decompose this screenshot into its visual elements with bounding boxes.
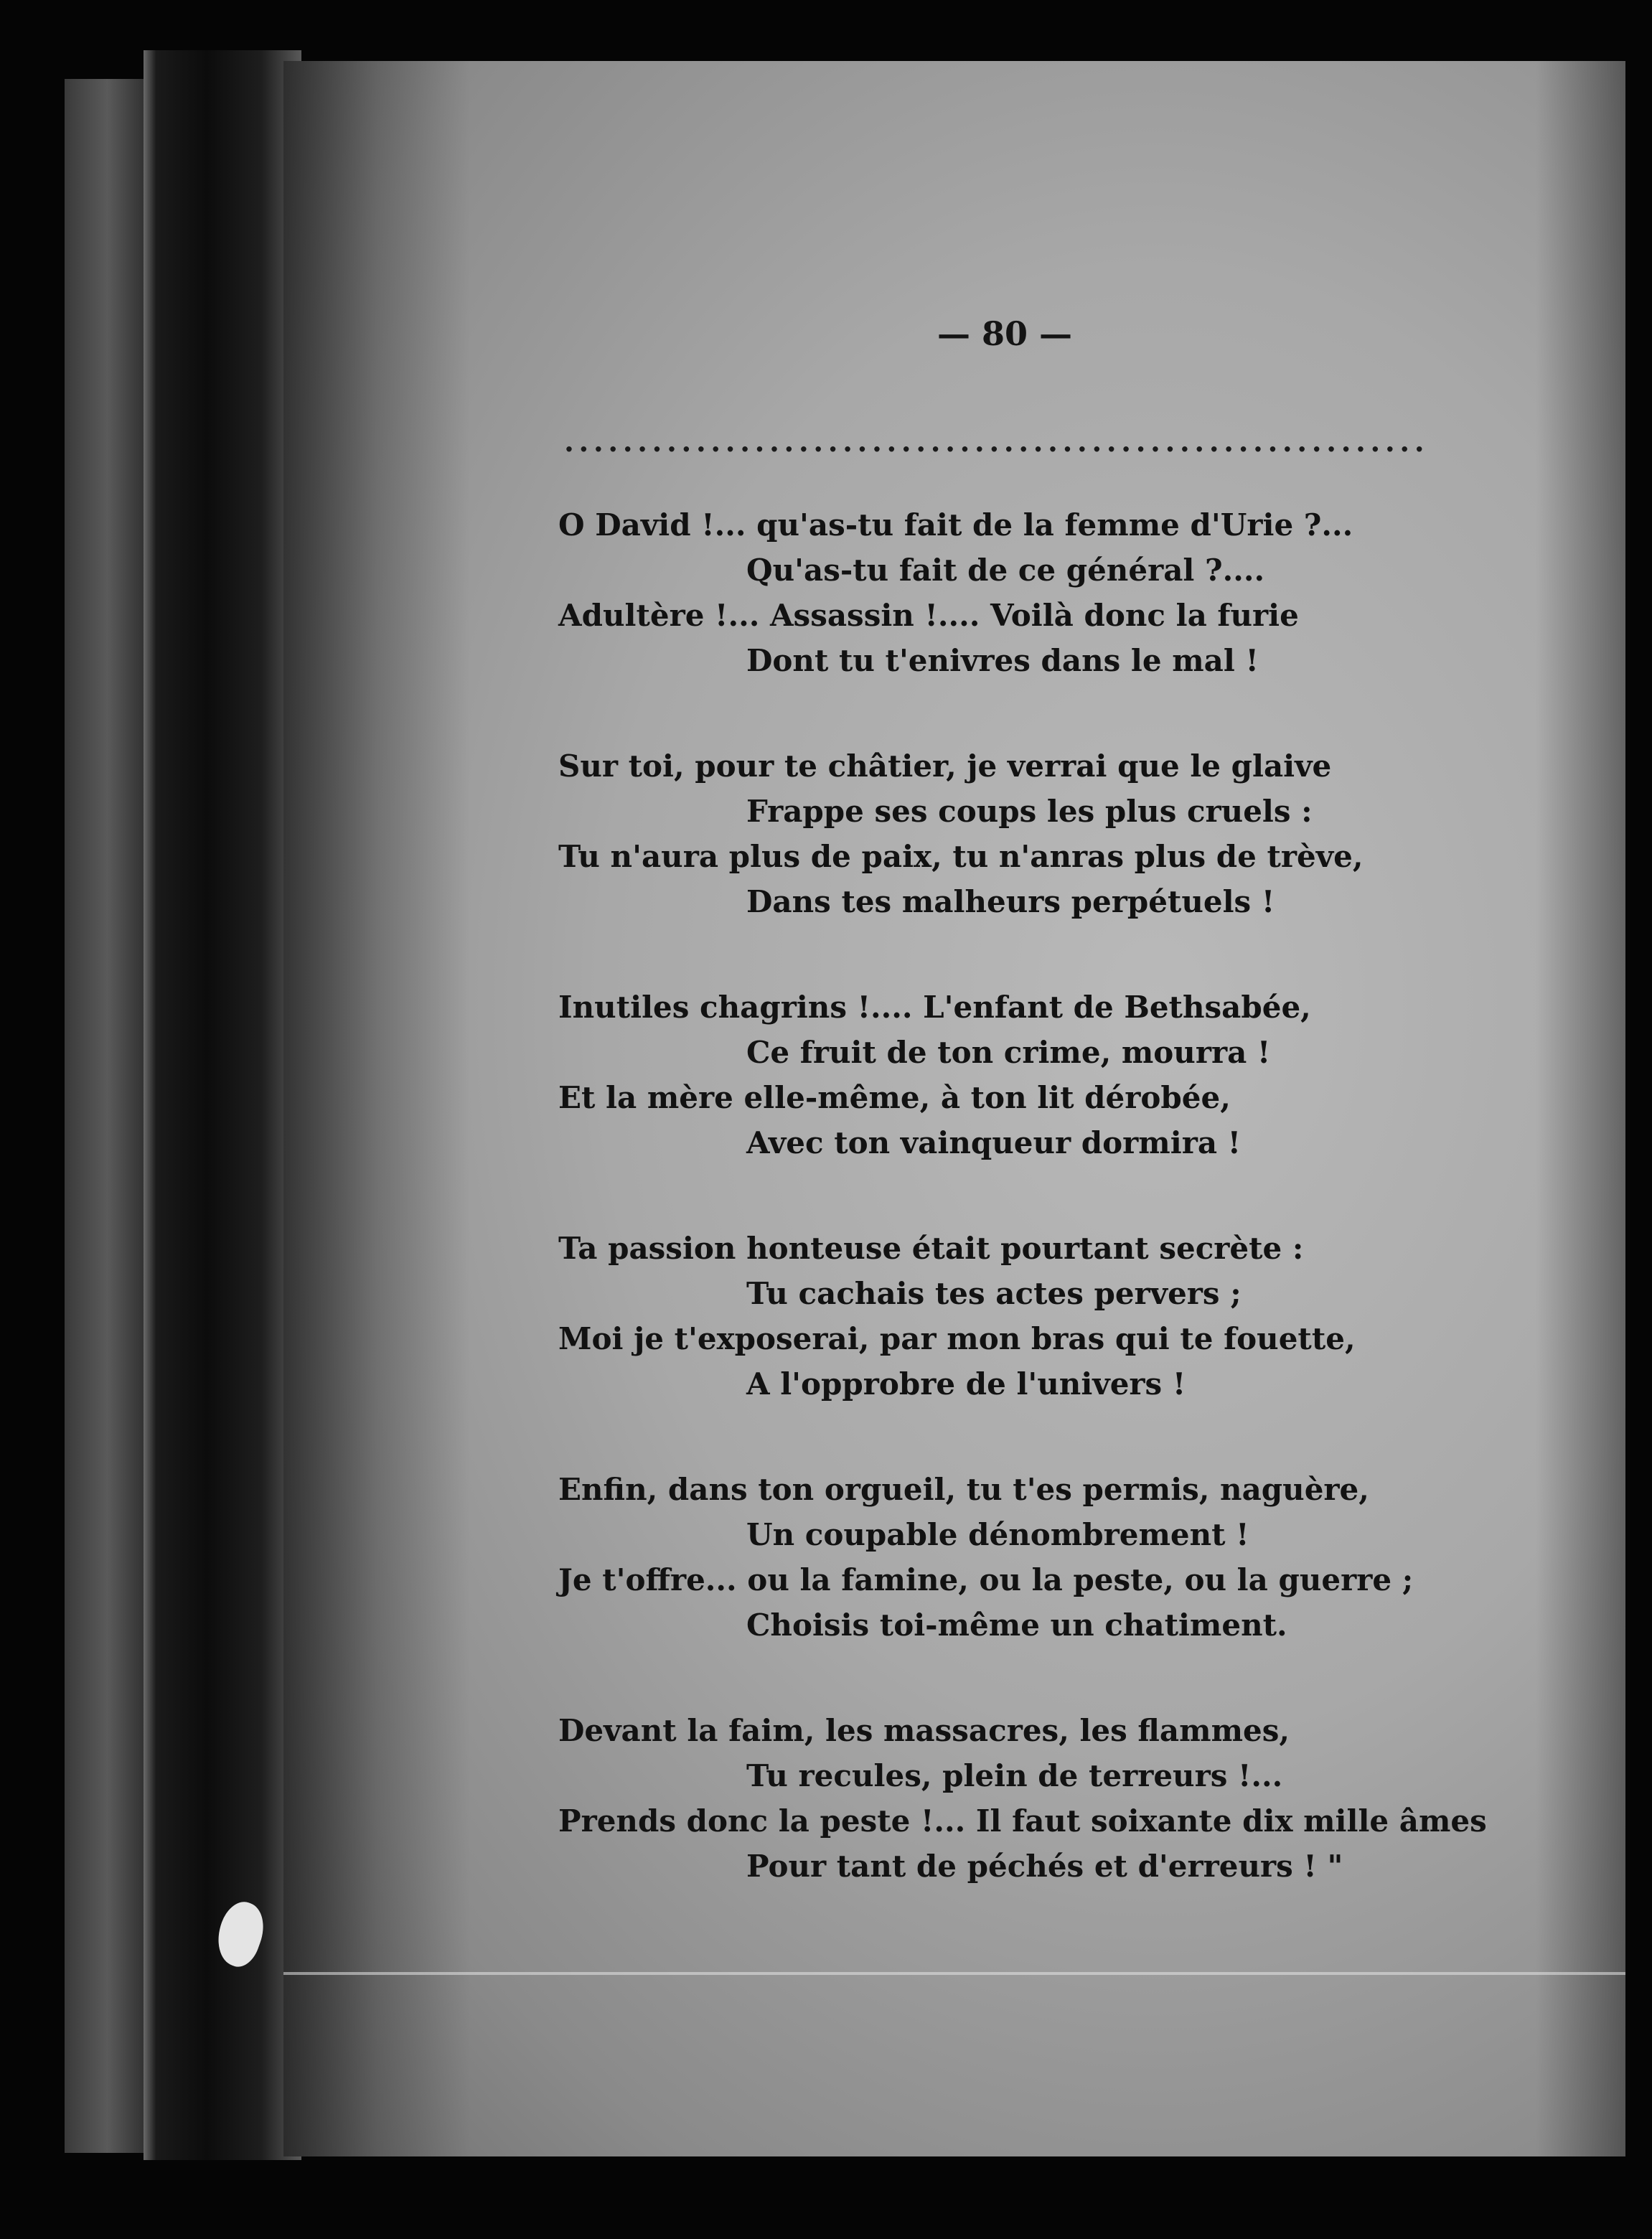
scan-artifact-line xyxy=(283,1972,1625,1975)
verse-line: Moi je t'exposerai, par mon bras qui te fouette, xyxy=(558,1321,1356,1356)
poem xyxy=(558,502,1491,1949)
verse-line: Tu n'aura plus de paix, tu n'anras plus de trève, xyxy=(558,839,1364,874)
stanza xyxy=(558,502,1491,683)
verse-line: Choisis toi-même un chatiment. xyxy=(746,1607,1287,1643)
ellipsis-rule: ........................................................... xyxy=(564,425,1430,459)
verse-line: Devant la faim, les massacres, les flammes, xyxy=(558,1713,1290,1748)
verse-line: A l'opprobre de l'univers ! xyxy=(746,1366,1186,1402)
verse-line: Dont tu t'enivres dans le mal ! xyxy=(746,643,1259,678)
verse-line: Adultère !... Assassin !.... Voilà donc la furie xyxy=(558,598,1299,633)
verse-line: Inutiles chagrins !.... L'enfant de Bethsabée, xyxy=(558,990,1311,1025)
verse-line: Tu recules, plein de terreurs !... xyxy=(746,1758,1283,1793)
stanza xyxy=(558,1708,1491,1889)
verse-line: Frappe ses coups les plus cruels : xyxy=(746,794,1313,829)
verse-line: O David !... qu'as-tu fait de la femme d'Urie ?... xyxy=(558,507,1353,543)
stanza xyxy=(558,1226,1491,1407)
page-number: — 80 — xyxy=(937,314,1073,353)
verse-line: Un coupable dénombrement ! xyxy=(746,1517,1249,1552)
verse-line: Et la mère elle-même, à ton lit dérobée, xyxy=(558,1080,1231,1115)
stanza xyxy=(558,1467,1491,1648)
verse-line: Je t'offre... ou la famine, ou la peste, ou la guerre ; xyxy=(558,1562,1414,1597)
gutter-shadow xyxy=(283,61,470,2156)
verse-line: Qu'as-tu fait de ce général ?.... xyxy=(746,553,1265,588)
stanza xyxy=(558,985,1491,1165)
verse-line: Ce fruit de ton crime, mourra ! xyxy=(746,1035,1271,1070)
verse-line: Tu cachais tes actes pervers ; xyxy=(746,1276,1242,1311)
verse-line: Prends donc la peste !... Il faut soixante dix mille âmes xyxy=(558,1803,1487,1839)
verse-line: Sur toi, pour te châtier, je verrai que le glaive xyxy=(558,748,1332,784)
stanza xyxy=(558,743,1491,924)
verse-line: Pour tant de péchés et d'erreurs ! " xyxy=(746,1849,1343,1884)
verse-line: Dans tes malheurs perpétuels ! xyxy=(746,884,1275,919)
outer-edge-shadow xyxy=(1536,61,1625,2156)
verse-line: Ta passion honteuse était pourtant secrète : xyxy=(558,1231,1304,1266)
verse-line: Avec ton vainqueur dormira ! xyxy=(746,1125,1242,1160)
verse-line: Enfin, dans ton orgueil, tu t'es permis, naguère, xyxy=(558,1472,1369,1507)
book-spine-shadow xyxy=(144,50,301,2160)
